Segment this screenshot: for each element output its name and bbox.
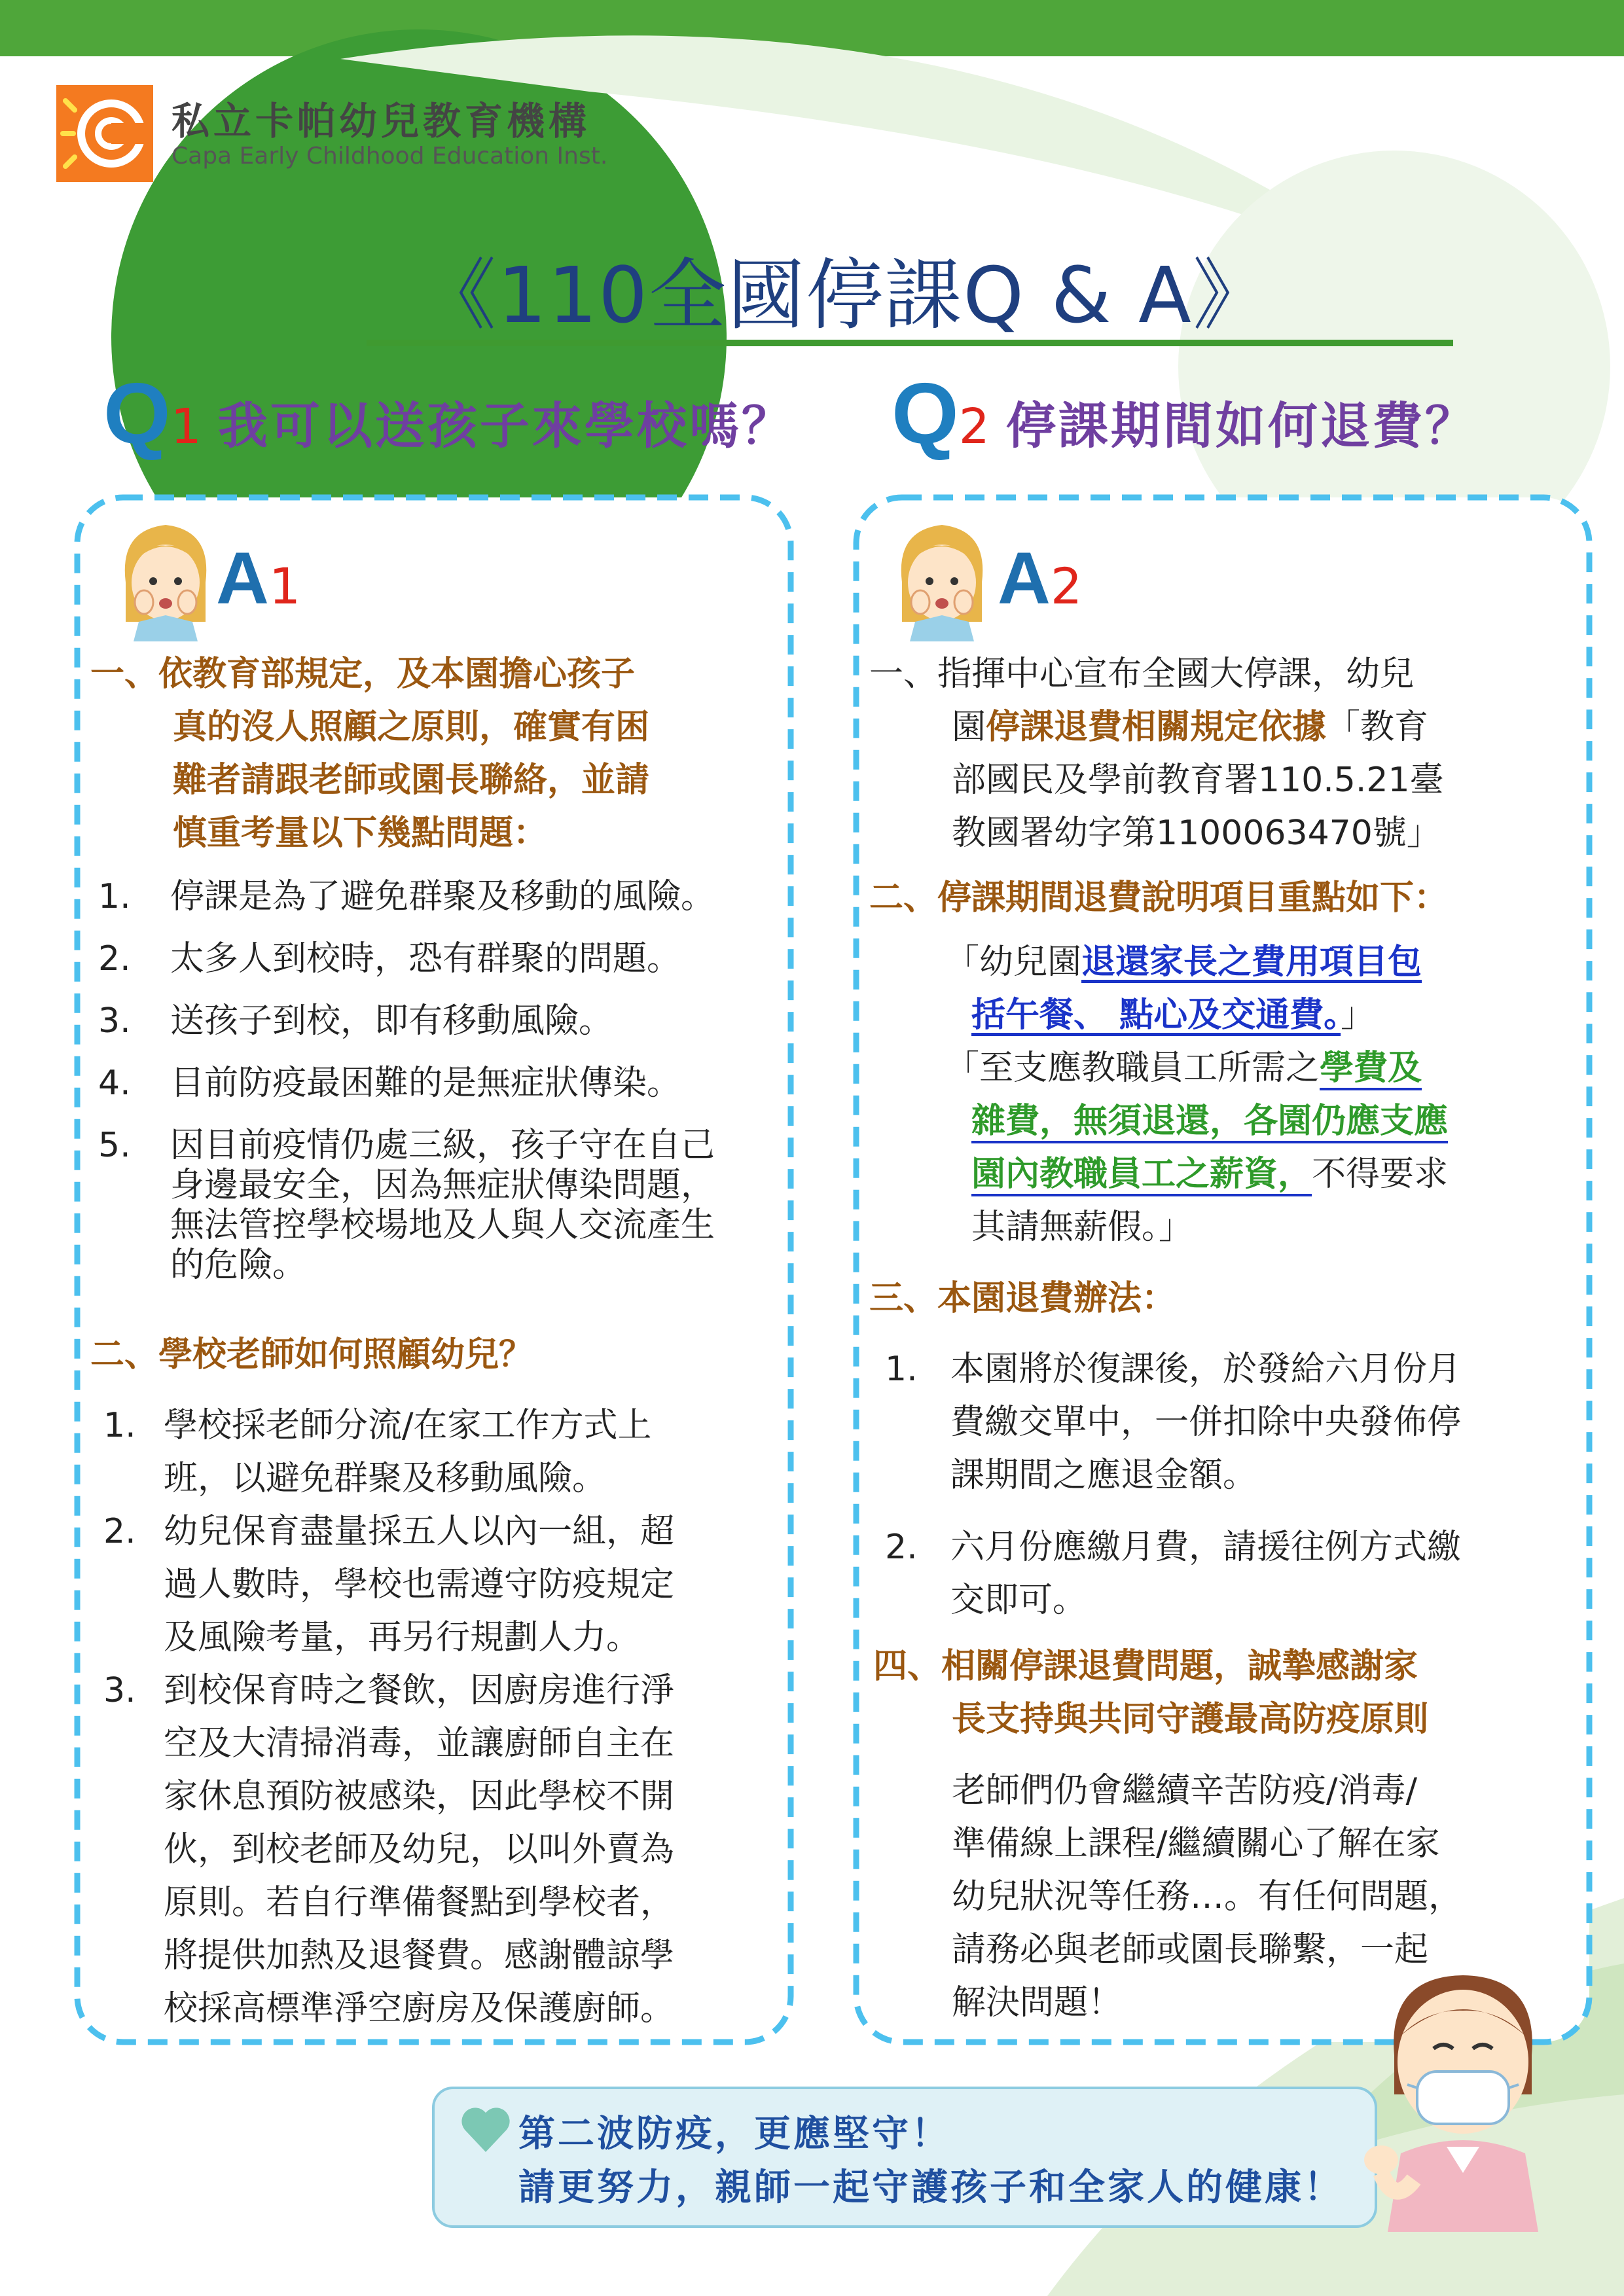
- q1-question-text: 我可以送孩子來學校嗎？: [217, 397, 794, 455]
- a2-s2-p1-close: 」: [1341, 996, 1375, 1035]
- list-item-text: 幼兒保育盡量採五人以內一組，超: [164, 1512, 675, 1551]
- a2-s1-tail: 「教育: [1326, 708, 1429, 747]
- list-item-number: 2.: [103, 1512, 136, 1551]
- a1-s1-line: 難者請跟老師或園長聯絡，並請: [173, 761, 650, 800]
- a2-s2-p2-tail: 不得要求: [1312, 1155, 1449, 1194]
- a2-s4-line: 幼兒狀況等任務…。有任何問題，: [952, 1877, 1463, 1916]
- list-item-text: 課期間之應退金額。: [950, 1456, 1257, 1495]
- list-item-number: 2.: [98, 939, 131, 978]
- list-item-text: 將提供加熱及退餐費。感謝體諒學: [164, 1936, 675, 1975]
- list-item-text: 學校採老師分流/在家工作方式上: [164, 1406, 652, 1445]
- a2-section4-heading: [873, 1640, 1428, 1746]
- list-item-number: 4.: [98, 1064, 131, 1103]
- a2-section2-body: [945, 936, 1448, 1254]
- a2-s1-line: 部國民及學前教育署110.5.21臺: [952, 761, 1444, 800]
- list-item-text: 身邊最安全，因為無症狀傳染問題，: [170, 1166, 715, 1205]
- list-item-text: 六月份應繳月費，請援往例方式繳: [950, 1528, 1462, 1567]
- q1-number: 1: [170, 399, 202, 455]
- a2-s2-line: [945, 936, 1448, 989]
- nurse-illustration: [1355, 1964, 1571, 2232]
- banner-line-1: 第二波防疫，更應堅守！: [518, 2113, 950, 2155]
- a2-s4-line: 解決問題！: [952, 1983, 1123, 2022]
- answer-2-label: [998, 537, 1083, 619]
- nurse-mask-icon: [1355, 1964, 1571, 2232]
- a2-s4-line: 準備線上課程/繼續關心了解在家: [952, 1824, 1440, 1863]
- heart-icon-svg: [460, 2106, 512, 2153]
- list-item-number: 1.: [98, 877, 131, 916]
- teacher-avatar-2: [889, 517, 995, 641]
- list-item-text: 送孩子到校，即有移動風險。: [170, 1001, 613, 1041]
- list-item-text: 班，以避免群聚及移動風險。: [164, 1459, 607, 1498]
- a2-s1-plain: 園: [952, 708, 986, 747]
- a2-number: 2: [1050, 557, 1083, 615]
- list-item-text: 交即可。: [950, 1581, 1087, 1620]
- a1-section1-heading: [90, 648, 649, 860]
- a2-s2-line: [945, 1042, 1448, 1095]
- list-item-text: 及風險考量，再另行規劃人力。: [164, 1618, 641, 1657]
- capa-logo-icon: [56, 85, 153, 182]
- list-item-text: 停課是為了避免群聚及移動的風險。: [170, 877, 715, 916]
- a1-number: 1: [268, 557, 301, 615]
- a2-s2-p1-open: 「幼兒園: [945, 942, 1082, 982]
- q1-letter: Q: [103, 365, 171, 461]
- list-item-text: 伙，到校老師及幼兒，以叫外賣為: [164, 1830, 675, 1869]
- a2-section2-heading: 二、停課期間退費說明項目重點如下：: [869, 878, 1449, 918]
- page-title: 《110全國停課Q & A》: [419, 250, 1271, 340]
- list-item-number: 3.: [98, 1001, 131, 1041]
- list-item-text: 太多人到校時，恐有群聚的問題。: [170, 939, 681, 978]
- list-item-text: 校採高標準淨空廚房及保護廚師。: [164, 1989, 675, 2028]
- question-1-heading: [103, 365, 794, 461]
- list-item-text: 到校保育時之餐飲，因廚房進行淨: [164, 1671, 675, 1710]
- a2-s1-bold: 停課退費相關規定依據: [986, 708, 1327, 747]
- a2-s2-p2-highlight: 學費及: [1320, 1049, 1422, 1090]
- a2-s1-line: 教國署幼字第1100063470號」: [952, 814, 1441, 853]
- a2-section1: [869, 648, 1444, 860]
- a2-s2-p2-highlight: 園內教職員工之薪資，: [971, 1155, 1312, 1196]
- a2-s4-heading-line: 四、相關停課退費問題，誠摯感謝家: [873, 1647, 1418, 1686]
- list-item-text: 目前防疫最困難的是無症狀傳染。: [170, 1064, 681, 1103]
- a2-s2-line: 其請無薪假。」: [971, 1208, 1193, 1247]
- list-item-text: 本園將於復課後，於發給六月份月: [950, 1350, 1462, 1389]
- question-2-heading: [892, 365, 1477, 461]
- a2-s2-line: [945, 1095, 1448, 1148]
- list-item-text: 無法管控學校場地及人與人交流產生: [170, 1206, 715, 1245]
- a2-letter: A: [998, 537, 1051, 619]
- a2-section3-heading: 三、本園退費辦法：: [869, 1279, 1176, 1318]
- list-item-text: 過人數時，學校也需遵守防疫規定: [164, 1565, 675, 1604]
- list-item-text: 的危險。: [170, 1246, 307, 1285]
- a2-s2-p1-highlight: 退還家長之費用項目包: [1081, 942, 1422, 982]
- list-item-number: 2.: [885, 1528, 918, 1567]
- list-item-number: 1.: [103, 1406, 136, 1445]
- a1-s1-line: 一、依教育部規定，及本園擔心孩子: [90, 655, 636, 694]
- logo: [56, 85, 153, 182]
- list-item-text: 因目前疫情仍處三級，孩子守在自己: [170, 1126, 715, 1165]
- teacher-face-icon: [113, 517, 219, 641]
- a2-s2-p1-highlight: 括午餐、 點心及交通費。: [971, 996, 1341, 1035]
- q2-question-text: 停課期間如何退費？: [1005, 397, 1477, 455]
- a2-s2-p2-open: 「至支應教職員工所需之: [945, 1049, 1320, 1088]
- a1-s1-line: 真的沒人照顧之原則，確實有困: [173, 708, 650, 747]
- q2-letter: Q: [892, 365, 959, 461]
- teacher-face-icon: [889, 517, 995, 641]
- list-item-number: 1.: [885, 1350, 918, 1389]
- a2-s2-p2-highlight: 雜費，無須退還，各園仍應支應: [971, 1102, 1448, 1143]
- a2-s2-line: [945, 989, 1448, 1042]
- a2-s1-line: [869, 701, 1444, 754]
- list-item-number: 3.: [103, 1671, 136, 1710]
- list-item-number: 5.: [98, 1126, 131, 1165]
- a2-s4-heading-line: 長支持與共同守護最高防疫原則: [952, 1700, 1429, 1739]
- list-item-text: 原則。若自行準備餐點到學校者，: [164, 1883, 675, 1922]
- list-item-text: 費繳交單中，一併扣除中央發佈停: [950, 1403, 1462, 1442]
- org-name-zh: 私立卡帕幼兒教育機構: [171, 99, 591, 143]
- list-item-text: 空及大清掃消毒，並讓廚師自主在: [164, 1724, 675, 1763]
- a1-s1-line: 慎重考量以下幾點問題：: [173, 814, 548, 853]
- banner-line-2: 請更努力，親師一起守護孩子和全家人的健康！: [518, 2166, 1343, 2209]
- a2-s4-line: 老師們仍會繼續辛苦防疫/消毒/: [952, 1771, 1418, 1810]
- heart-icon: [460, 2106, 512, 2153]
- org-name-en: Capa Early Childhood Education Inst.: [171, 143, 608, 170]
- list-item-text: 家休息預防被感染，因此學校不開: [164, 1777, 675, 1816]
- a2-s4-line: 請務必與老師或園長聯繫，一起: [952, 1930, 1429, 1969]
- q2-number: 2: [958, 399, 990, 455]
- a2-s2-line: [945, 1148, 1448, 1201]
- answer-1-label: [216, 537, 301, 619]
- a2-s1-line: 一、指揮中心宣布全國大停課，幼兒: [869, 655, 1415, 694]
- teacher-avatar-1: [113, 517, 219, 641]
- a1-section2-heading: 二、學校老師如何照顧幼兒？: [90, 1335, 533, 1374]
- a1-letter: A: [216, 537, 269, 619]
